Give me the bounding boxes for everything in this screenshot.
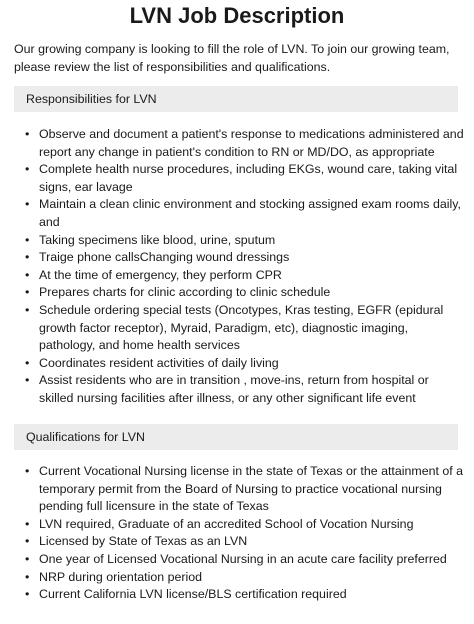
list-item bbox=[14, 463, 464, 516]
list-item bbox=[14, 569, 464, 587]
list-item-text: Current California LVN license/BLS certification required bbox=[39, 587, 347, 602]
list-item bbox=[14, 249, 464, 267]
list-item bbox=[14, 267, 464, 285]
list-item bbox=[14, 284, 464, 302]
list-item-text: At the time of emergency, they perform CPR bbox=[39, 267, 282, 282]
list-item bbox=[14, 516, 464, 534]
bullet-icon: • bbox=[25, 587, 30, 602]
responsibilities-list bbox=[14, 126, 464, 408]
bullet-icon: • bbox=[25, 250, 30, 265]
bullet-icon: • bbox=[25, 516, 30, 531]
bullet-icon: • bbox=[25, 232, 30, 247]
list-item bbox=[14, 196, 464, 231]
list-item-text: Complete health nurse procedures, including EKGs, wound care, taking vital signs, ear lavage bbox=[39, 162, 458, 194]
qualifications-heading: Qualifications for LVN bbox=[14, 424, 458, 450]
list-item-text: One year of Licensed Vocational Nursing in an acute care facility preferred bbox=[39, 551, 447, 566]
bullet-icon: • bbox=[25, 464, 30, 478]
list-item-text: Coordinates resident activities of daily living bbox=[39, 355, 279, 370]
responsibilities-heading: Responsibilities for LVN bbox=[14, 86, 458, 112]
list-item-text: Prepares charts for clinic according to clinic schedule bbox=[39, 285, 331, 300]
list-item-text: Maintain a clean clinic environment and stocking assigned exam rooms daily, and bbox=[39, 197, 461, 229]
list-item-text: Assist residents who are in transition , move-ins, return from hospital or skilled nursing facilities after illness, or any other significant life event bbox=[39, 373, 429, 405]
list-item bbox=[14, 551, 464, 569]
list-item-text: Schedule ordering special tests (Oncotypes, Kras testing, EGFR (epidural growth factor receptor), Myraid, Paradigm, etc), diagnostic imaging, pathology, and home health services bbox=[39, 302, 444, 353]
list-item bbox=[14, 355, 464, 373]
list-item-text: Licensed by State of Texas as an LVN bbox=[39, 534, 248, 549]
bullet-icon: • bbox=[25, 285, 30, 300]
page-title: LVN Job Description bbox=[129, 3, 345, 28]
bullet-icon: • bbox=[25, 534, 30, 549]
bullet-icon: • bbox=[25, 267, 30, 282]
list-item-text: NRP during orientation period bbox=[39, 569, 203, 584]
list-item bbox=[14, 126, 464, 161]
list-item bbox=[14, 586, 464, 604]
bullet-icon: • bbox=[25, 355, 30, 370]
bullet-icon: • bbox=[25, 373, 30, 388]
list-item-text: LVN required, Graduate of an accredited School of Vocation Nursing bbox=[39, 516, 414, 531]
bullet-icon: • bbox=[25, 569, 30, 584]
qualifications-list bbox=[14, 463, 464, 604]
bullet-icon: • bbox=[25, 551, 30, 566]
list-item bbox=[14, 372, 464, 407]
list-item bbox=[14, 161, 464, 196]
intro-paragraph: Our growing company is looking to fill the role of LVN. To join our growing team, please review the list of responsibilities and qualifications. bbox=[14, 42, 450, 74]
list-item bbox=[14, 533, 464, 551]
list-item-text: Observe and document a patient's response to medications administered and report any change in patient's condition to RN or MD/DO, as appropriate bbox=[39, 127, 464, 159]
bullet-icon: • bbox=[25, 162, 30, 177]
bullet-icon: • bbox=[25, 302, 30, 317]
list-item bbox=[14, 232, 464, 250]
list-item-text: Current Vocational Nursing license in the state of Texas or the attainment of a temporary permit from the Board of Nursing to practice vocational nursing pending full licensure in the state of Texas bbox=[39, 464, 464, 514]
list-item-text: Traige phone callsChanging wound dressings bbox=[39, 250, 290, 265]
list-item-text: Taking specimens like blood, urine, sputum bbox=[39, 232, 276, 247]
bullet-icon: • bbox=[25, 127, 30, 141]
bullet-icon: • bbox=[25, 197, 30, 212]
list-item bbox=[14, 302, 464, 355]
